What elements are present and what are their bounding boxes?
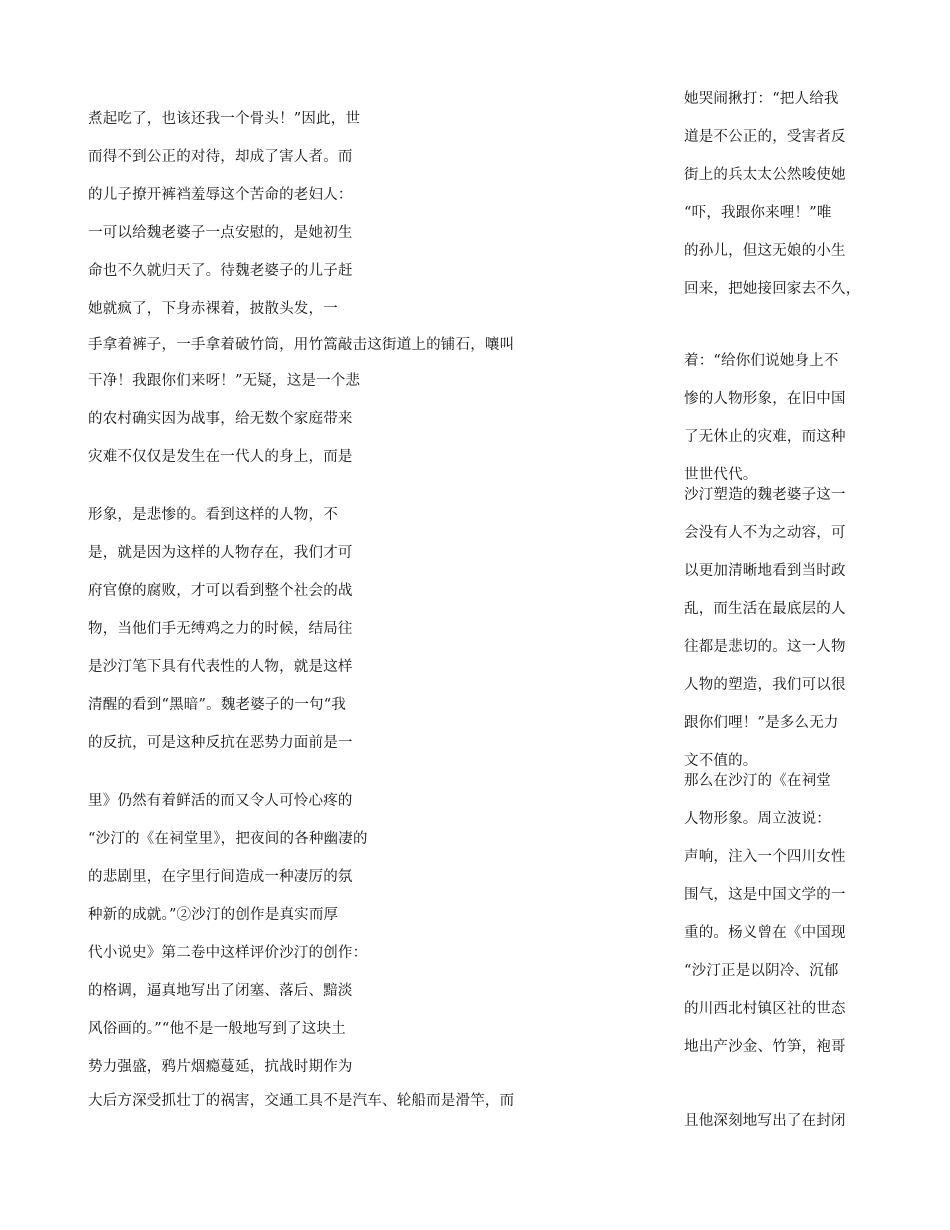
text-line: 是，就是因为这样的人物存在，我们才可 — [88, 545, 353, 561]
text-line: 灾难不仅仅是发生在一代人的身上，而是 — [88, 449, 353, 465]
text-line: 的川西北村镇区社的世态 — [684, 1001, 846, 1017]
text-line: “吓，我跟你来哩！”唯 — [684, 205, 832, 221]
text-line: 的悲剧里，在字里行间造成一种凄厉的氛 — [88, 869, 353, 885]
text-line: 往都是悲切的。这一人物 — [684, 639, 846, 655]
text-line: 煮起吃了，也该还我一个骨头！”因此，世 — [88, 111, 361, 127]
text-line: 了无休止的灾难，而这种 — [684, 429, 846, 445]
text-line: 且他深刻地写出了在封闭 — [684, 1113, 846, 1129]
text-line: 地出产沙金、竹笋，袍哥 — [684, 1039, 846, 1055]
text-line: 府官僚的腐败，才可以看到整个社会的战 — [88, 583, 353, 599]
text-line: 跟你们哩！”是多么无力 — [684, 715, 839, 731]
text-line: 的孙儿，但这无娘的小生 — [684, 243, 846, 259]
text-line: 乱，而生活在最底层的人 — [684, 601, 846, 617]
text-line: 里》仍然有着鲜活的而又令人可怜心疼的 — [88, 793, 353, 809]
text-line: 街上的兵太太公然唆使她 — [684, 167, 846, 183]
text-line: 文不值的。 — [684, 753, 758, 769]
text-line: 势力强盛，鸦片烟瘾蔓延，抗战时期作为 — [88, 1059, 353, 1075]
text-line: 一可以给魏老婆子一点安慰的，是她初生 — [88, 225, 353, 241]
text-line: 手拿着裤子，一手拿着破竹筒，用竹篙敲击这街道上的铺石，嚷叫 — [88, 337, 515, 353]
text-line: 的农村确实因为战事，给无数个家庭带来 — [88, 411, 353, 427]
text-line: 那么在沙汀的《在祠堂 — [684, 773, 831, 789]
text-line: 是沙汀笔下具有代表性的人物，就是这样 — [88, 659, 353, 675]
text-line: 人物的塑造，我们可以很 — [684, 677, 846, 693]
text-line: 惨的人物形象，在旧中国 — [684, 391, 846, 407]
text-line: 着：“给你们说她身上不 — [684, 353, 839, 369]
text-line: 而得不到公正的对待，却成了害人者。而 — [88, 149, 353, 165]
text-line: 的反抗，可是这种反抗在恶势力面前是一 — [88, 735, 353, 751]
text-line: 围气，这是中国文学的一 — [684, 887, 846, 903]
text-line: 风俗画的。”“他不是一般地写到了这块土 — [88, 1021, 346, 1037]
text-line: 形象，是悲惨的。看到这样的人物，不 — [88, 507, 338, 523]
text-line: 清醒的看到“黑暗”。魏老婆子的一句“我 — [88, 697, 347, 713]
text-line: 大后方深受抓壮丁的祸害，交通工具不是汽车、轮船而是滑竿，而 — [88, 1093, 515, 1109]
text-line: 会没有人不为之动容，可 — [684, 525, 846, 541]
text-line: 的格调，逼真地写出了闭塞、落后、黯淡 — [88, 983, 353, 999]
text-line: 她就疯了，下身赤裸着，披散头发，一 — [88, 301, 338, 317]
text-line: 重的。杨义曾在《中国现 — [684, 925, 846, 941]
text-line: 世世代代。 — [684, 467, 758, 483]
text-line: 种新的成就。”②沙汀的创作是真实而厚 — [88, 907, 339, 923]
text-line: 代小说史》第二卷中这样评价沙汀的创作： — [88, 945, 368, 961]
text-line: 回来，把她接回家去不久， — [684, 281, 861, 297]
text-line: 物，当他们手无缚鸡之力的时候，结局往 — [88, 621, 353, 637]
text-line: 的儿子撩开裤裆羞辱这个苦命的老妇人： — [88, 187, 353, 203]
text-line: “沙汀正是以阴冷、沉郁 — [684, 963, 839, 979]
text-line: “沙汀的《在祠堂里》，把夜间的各种幽凄的 — [88, 831, 368, 847]
text-line: 声响，注入一个四川女性 — [684, 849, 846, 865]
text-line: 命也不久就归天了。待魏老婆子的儿子赶 — [88, 263, 353, 279]
text-line: 道是不公正的，受害者反 — [684, 129, 846, 145]
text-line: 干净！我跟你们来呀！”无疑，这是一个悲 — [88, 373, 361, 389]
text-line: 她哭闹揪打：“把人给我 — [684, 91, 839, 107]
text-line: 人物形象。周立波说： — [684, 811, 831, 827]
text-line: 沙汀塑造的魏老婆子这一 — [684, 487, 846, 503]
text-line: 以更加清晰地看到当时政 — [684, 563, 846, 579]
